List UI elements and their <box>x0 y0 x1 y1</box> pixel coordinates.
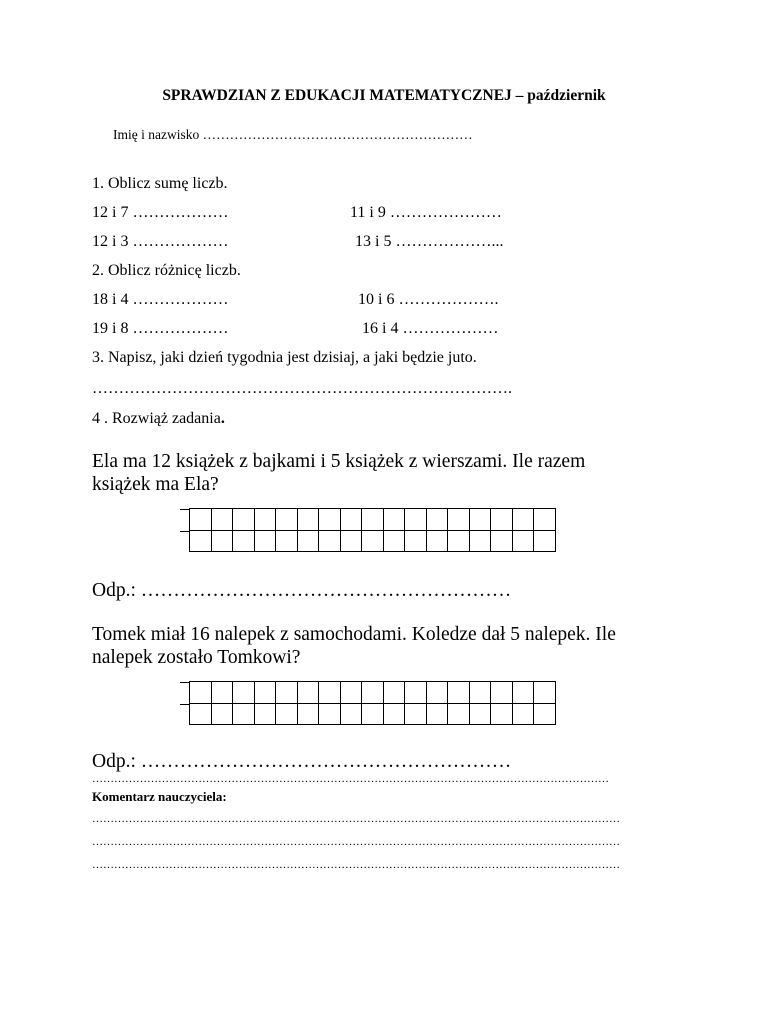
grid-cell[interactable] <box>491 509 513 531</box>
grid-cell[interactable] <box>340 703 362 725</box>
task2-item-4: 16 i 4 ……………… <box>362 320 499 337</box>
grid-cell[interactable] <box>448 703 470 725</box>
grid-cell[interactable] <box>319 509 341 531</box>
grid-row <box>190 703 556 725</box>
grid-cell[interactable] <box>190 703 212 725</box>
grid-cell[interactable] <box>297 530 319 552</box>
grid-cell[interactable] <box>426 530 448 552</box>
problem2-answer: Odp.: ………………………………………………… <box>92 751 512 772</box>
grid-cell[interactable] <box>405 509 427 531</box>
comment-line-3: ……………………………………………………………………………………………………………………………… <box>92 859 620 871</box>
grid-cell[interactable] <box>276 703 298 725</box>
comment-top-line: …………………………………………………………………………………………………………………………… <box>92 773 609 785</box>
grid-cell[interactable] <box>405 530 427 552</box>
grid-cell[interactable] <box>211 682 233 704</box>
grid-cell[interactable] <box>362 703 384 725</box>
grid-cell[interactable] <box>211 703 233 725</box>
grid-cell[interactable] <box>405 682 427 704</box>
grid-cell[interactable] <box>448 509 470 531</box>
task1-item-2: 11 i 9 ………………… <box>350 204 502 221</box>
grid-cell[interactable] <box>426 509 448 531</box>
grid-cell[interactable] <box>448 530 470 552</box>
grid-cell[interactable] <box>190 682 212 704</box>
grid-cell[interactable] <box>469 530 491 552</box>
grid-cell[interactable] <box>491 530 513 552</box>
grid-cell[interactable] <box>362 530 384 552</box>
grid-cell[interactable] <box>276 509 298 531</box>
grid-cell[interactable] <box>383 530 405 552</box>
grid-cell[interactable] <box>297 682 319 704</box>
grid-cell[interactable] <box>233 703 255 725</box>
answer-grid-1[interactable] <box>189 508 556 552</box>
grid-cell[interactable] <box>362 682 384 704</box>
grid-cell[interactable] <box>426 703 448 725</box>
grid-cell[interactable] <box>319 703 341 725</box>
grid-row <box>190 530 556 552</box>
grid-cell[interactable] <box>426 682 448 704</box>
task2-heading: 2. Oblicz różnicę liczb. <box>92 262 241 279</box>
grid-cell[interactable] <box>254 682 276 704</box>
grid-cell[interactable] <box>319 682 341 704</box>
grid-cell[interactable] <box>319 530 341 552</box>
grid-cell[interactable] <box>276 530 298 552</box>
task4-heading: 4 . Rozwiąż zadania. <box>92 410 225 427</box>
grid-cell[interactable] <box>297 703 319 725</box>
grid-cell[interactable] <box>211 530 233 552</box>
grid-cell[interactable] <box>383 703 405 725</box>
grid-cell[interactable] <box>276 682 298 704</box>
problem1-line2: książek ma Ela? <box>92 474 219 495</box>
grid-cell[interactable] <box>405 703 427 725</box>
grid-cell[interactable] <box>512 530 534 552</box>
problem1-line1: Ela ma 12 książek z bajkami i 5 książek z wierszami. Ile razem <box>92 451 586 472</box>
grid-cell[interactable] <box>233 530 255 552</box>
grid-cell[interactable] <box>491 682 513 704</box>
comment-label: Komentarz nauczyciela: <box>92 789 227 804</box>
grid-cell[interactable] <box>448 682 470 704</box>
problem2-line2: nalepek zostało Tomkowi? <box>92 647 301 668</box>
grid-cell[interactable] <box>362 509 384 531</box>
grid-cell[interactable] <box>211 509 233 531</box>
grid-cell[interactable] <box>469 509 491 531</box>
task1-item-1: 12 i 7 ……………… <box>92 204 229 221</box>
task1-heading: 1. Oblicz sumę liczb. <box>92 175 228 192</box>
grid-cell[interactable] <box>491 703 513 725</box>
task2-item-2: 10 i 6 ………………. <box>358 291 499 308</box>
grid-cell[interactable] <box>190 509 212 531</box>
grid-cell[interactable] <box>233 509 255 531</box>
grid-cell[interactable] <box>534 703 556 725</box>
grid-row <box>190 682 556 704</box>
problem2-line1: Tomek miał 16 nalepek z samochodami. Koledze dał 5 nalepek. Ile <box>92 624 616 645</box>
grid-cell[interactable] <box>254 703 276 725</box>
grid-cell[interactable] <box>534 682 556 704</box>
problem1-answer: Odp.: ………………………………………………… <box>92 580 512 601</box>
page-title: SPRAWDZIAN Z EDUKACJI MATEMATYCZNEJ – październik <box>162 87 606 104</box>
grid-cell[interactable] <box>340 682 362 704</box>
task2-item-3: 19 i 8 ……………… <box>92 320 229 337</box>
grid-cell[interactable] <box>512 682 534 704</box>
comment-line-2: ……………………………………………………………………………………………………………………………… <box>92 836 620 848</box>
grid-cell[interactable] <box>190 530 212 552</box>
grid-cell[interactable] <box>340 509 362 531</box>
grid-cell[interactable] <box>534 530 556 552</box>
name-line: Imię i nazwisko …………………………………………………… <box>113 127 473 142</box>
task3-answer-line: ……………………………………………………………………. <box>92 380 512 397</box>
grid-cell[interactable] <box>512 703 534 725</box>
grid-cell[interactable] <box>534 509 556 531</box>
grid-cell[interactable] <box>469 682 491 704</box>
grid-cell[interactable] <box>254 509 276 531</box>
grid-row <box>190 509 556 531</box>
grid-cell[interactable] <box>297 509 319 531</box>
grid-cell[interactable] <box>254 530 276 552</box>
grid-cell[interactable] <box>469 703 491 725</box>
task2-item-1: 18 i 4 ……………… <box>92 291 229 308</box>
grid-cell[interactable] <box>233 682 255 704</box>
grid-cell[interactable] <box>383 682 405 704</box>
task1-item-4: 13 i 5 ………………... <box>355 233 504 250</box>
grid-cell[interactable] <box>340 530 362 552</box>
task3-heading: 3. Napisz, jaki dzień tygodnia jest dzisiaj, a jaki będzie juto. <box>92 349 477 366</box>
answer-grid-2[interactable] <box>189 681 556 725</box>
task1-item-3: 12 i 3 ……………… <box>92 233 229 250</box>
comment-line-1: ……………………………………………………………………………………………………………………………… <box>92 813 620 825</box>
grid-cell[interactable] <box>383 509 405 531</box>
grid-cell[interactable] <box>512 509 534 531</box>
